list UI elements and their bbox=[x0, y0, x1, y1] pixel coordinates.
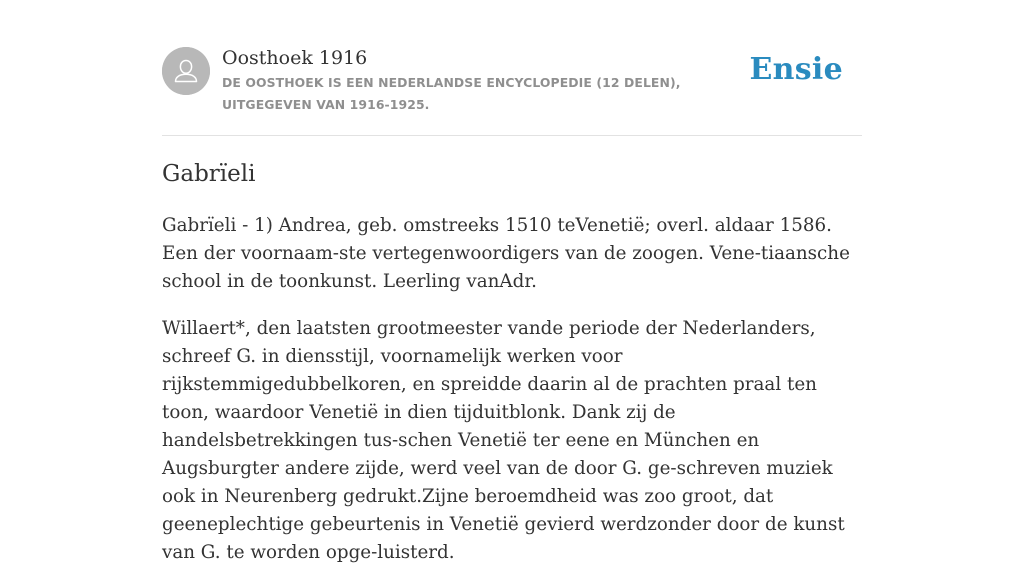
header-divider bbox=[162, 135, 862, 136]
source-header bbox=[162, 44, 862, 136]
entry-title: Gabrïeli bbox=[162, 161, 256, 187]
entry-paragraph: Willaert*, den laatsten grootmeester vande periode der Nederlanders, schreef G. in diensstijl, voornamelijk werken voor rijkstemmigedubbelkoren, en spreidde daarin al de prachten praal ten toon, waardoor Venetië in dien tijduitblonk. Dank zij de handelsbetrekkingen tus-schen Venetië ter eene en München en Augsburgter andere zijde, werd veel van de door G. ge-schreven muziek ook in Neurenberg gedrukt.Zijne beroemdheid was zoo groot, dat geeneplechtige gebeurtenis in Venetië gevierd werdzonder door de kunst van G. te worden opge-luisterd. bbox=[162, 318, 845, 563]
source-description: DE OOSTHOEK IS EEN NEDERLANDSE ENCYCLOPEDIE (12 DELEN), UITGEGEVEN VAN 1916-1925. bbox=[222, 75, 681, 112]
source-title[interactable]: Oosthoek 1916 bbox=[222, 47, 368, 69]
user-avatar-icon[interactable] bbox=[162, 47, 210, 95]
user-silhouette-icon bbox=[162, 47, 210, 95]
ensie-logo-link[interactable]: Ensie bbox=[749, 52, 843, 87]
entry-body bbox=[162, 212, 867, 586]
entry-paragraph: Gabrïeli - 1) Andrea, geb. omstreeks 1510 teVenetië; overl. aldaar 1586. Een der voornaam-ste vertegenwoordigers van de zoogen. Vene-tiaansche school in de toonkunst. Leerling vanAdr. bbox=[162, 215, 850, 292]
